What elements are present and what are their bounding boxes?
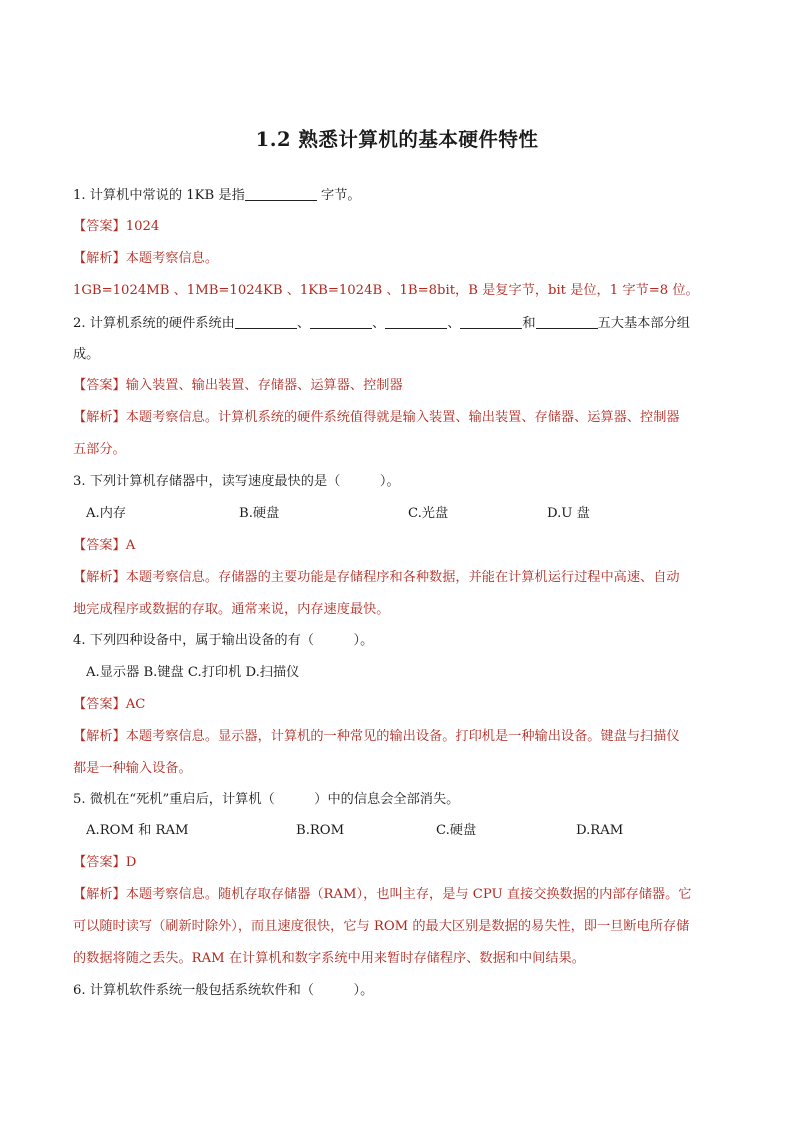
answer-3: [73, 537, 135, 555]
analysis-3-cont: 地完成程序或数据的存取。通常来说，内存速度最快。: [73, 602, 390, 617]
analysis-2: [73, 409, 680, 427]
answer-blank: [536, 314, 598, 329]
option-d: D.RAM: [576, 823, 624, 838]
answer-tag: 【答案】: [73, 378, 126, 393]
analysis-tag: 【解析】: [73, 887, 126, 902]
question-5: 5. 微机在“死机”重启后，计算机（ ）中的信息会全部消失。: [73, 792, 460, 807]
question-2-cont: 成。: [73, 347, 100, 362]
answer-2: [73, 377, 403, 395]
analysis-5-cont2: 的数据将随之丢失。RAM 在计算机和数字系统中用来暂时存储程序、数据和中间结果。: [73, 951, 585, 966]
analysis-3: [73, 569, 680, 587]
analysis-tag: 【解析】: [73, 410, 126, 425]
analysis-5: [73, 886, 691, 904]
page-title: 1.2 熟悉计算机的基本硬件特性: [255, 128, 539, 151]
question-2: [73, 314, 690, 333]
question-4-options: A.显示器 B.键盘 C.打印机 D.扫描仪: [86, 665, 300, 680]
answer-5: [73, 854, 136, 872]
question-2-suffix: 五大基本部分组: [597, 316, 690, 331]
question-1-text: 1. 计算机中常说的 1KB 是指: [73, 188, 245, 203]
option-a: A.ROM 和 RAM: [86, 823, 189, 838]
conjunction: 和: [522, 316, 536, 331]
analysis-2-text: 本题考察信息。计算机系统的硬件系统值得就是输入装置、输出装置、存储器、运算器、控制器: [125, 410, 680, 425]
analysis-tag: 【解析】: [73, 251, 126, 266]
answer-tag: 【答案】: [73, 219, 126, 234]
analysis-4: [73, 728, 680, 746]
answer-1: [73, 218, 159, 236]
answer-4: [73, 696, 145, 714]
question-1-suffix: 字节。: [316, 188, 361, 203]
answer-tag: 【答案】: [73, 855, 126, 870]
question-3: 3. 下列计算机存储器中，读写速度最快的是（ ）。: [73, 474, 400, 489]
answer-2-value: 输入装置、输出装置、存储器、运算器、控制器: [125, 378, 403, 393]
analysis-5-cont: 可以随时读写（刷新时除外），而且速度很快，它与 ROM 的最大区别是数据的易失性，即一旦断电所存储: [73, 919, 690, 934]
analysis-2-cont: 五部分。: [73, 442, 126, 457]
analysis-5-text: 本题考察信息。随机存取存储器（RAM），也叫主存，是与 CPU 直接交换数据的内部存储器。它: [125, 887, 692, 902]
separator: 、: [372, 316, 386, 331]
question-4: 4. 下列四种设备中，属于输出设备的有（ ）。: [73, 633, 374, 648]
option-b: B.硬盘: [239, 506, 280, 521]
question-2-text: 2. 计算机系统的硬件系统由: [73, 316, 235, 331]
answer-3-value: A: [125, 538, 136, 553]
option-d: D.U 盘: [547, 506, 590, 521]
analysis-1-text: 本题考察信息。: [125, 251, 219, 266]
option-a: A.内存: [86, 506, 127, 521]
option-c: C.硬盘: [436, 823, 477, 838]
separator: 、: [296, 316, 311, 331]
answer-1-value: 1024: [125, 219, 160, 234]
question-1: [73, 186, 361, 205]
answer-tag: 【答案】: [73, 697, 126, 712]
answer-5-value: D: [125, 855, 137, 870]
separator: 、: [447, 316, 461, 331]
analysis-1: [73, 250, 218, 268]
answer-blank: [245, 186, 317, 201]
answer-blank: [310, 314, 372, 329]
analysis-4-cont: 都是一种输入设备。: [73, 761, 192, 776]
analysis-3-text: 本题考察信息。存储器的主要功能是存储程序和各种数据，并能在计算机运行过程中高速、自动: [125, 570, 680, 585]
answer-blank: [235, 314, 297, 329]
answer-4-value: AC: [125, 697, 146, 712]
answer-tag: 【答案】: [73, 538, 126, 553]
analysis-4-text: 本题考察信息。显示器，计算机的一种常见的输出设备。打印机是一种输出设备。键盘与扫描仪: [125, 729, 680, 744]
question-6: 6. 计算机软件系统一般包括系统软件和（ ）。: [73, 983, 374, 998]
option-b: B.ROM: [296, 823, 345, 838]
option-c: C.光盘: [408, 506, 449, 521]
answer-blank: [460, 314, 522, 329]
analysis-tag: 【解析】: [73, 570, 126, 585]
analysis-tag: 【解析】: [73, 729, 126, 744]
analysis-1-extra: 1GB=1024MB 、1MB=1024KB 、1KB=1024B 、1B=8bit，B 是复字节，bit 是位，1 字节=8 位。: [73, 283, 699, 298]
answer-blank: [385, 314, 447, 329]
